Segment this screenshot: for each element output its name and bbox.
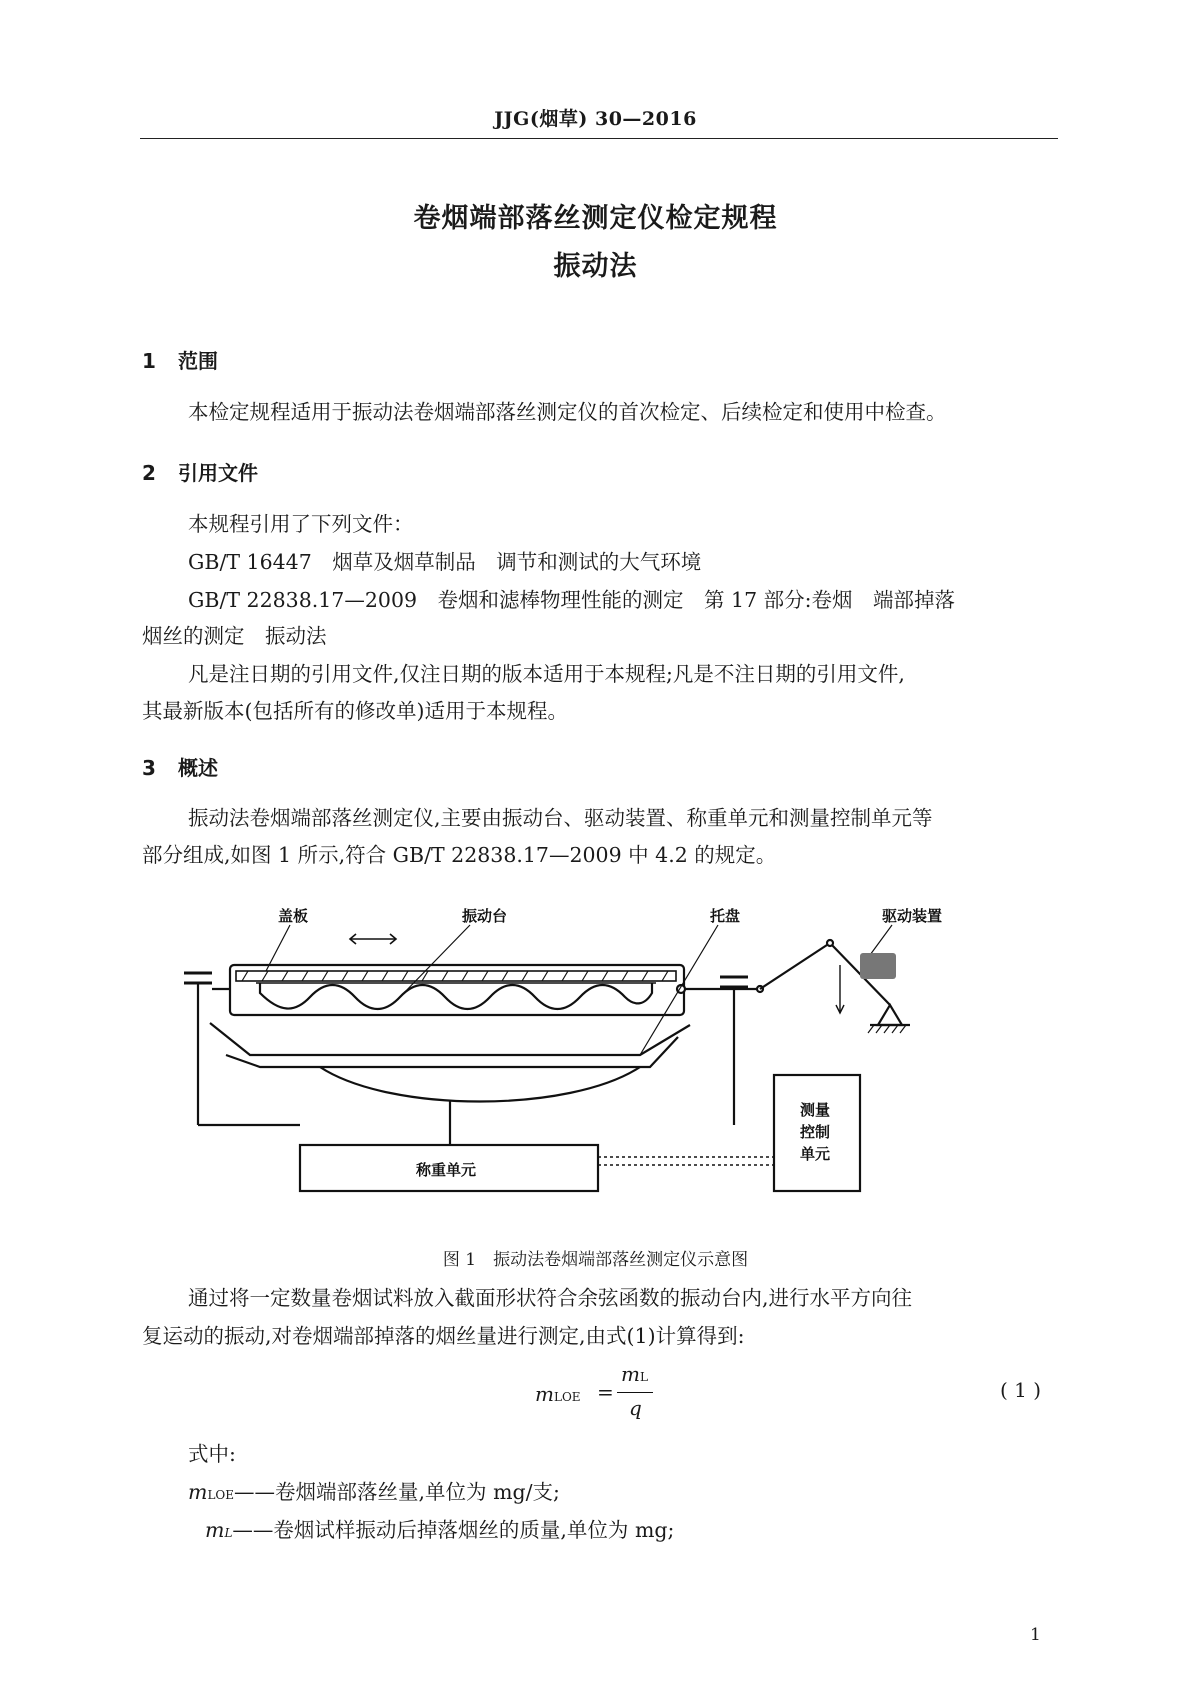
definition-item [205,1516,674,1547]
reference-item: GB/T 16447 烟草及烟草制品 调节和测试的大气环境 [188,550,702,574]
section-title: 概述 [178,756,218,780]
cover-plate-hatching [242,971,668,981]
method-paragraph-continued: 复运动的振动,对卷烟端部掉落的烟丝量进行测定,由式(1)计算得到: [142,1324,745,1348]
references-note-continued: 其最新版本(包括所有的修改单)适用于本规程。 [142,699,568,723]
references-intro: 本规程引用了下列文件： [188,512,414,536]
formula-denominator: q [629,1396,642,1420]
section-number: 1 [142,349,156,373]
label-weighing-unit: 称重单元 [416,1161,477,1179]
definition-symbol: m [188,1480,208,1504]
section-title: 引用文件 [178,461,258,485]
header-rule [140,138,1058,139]
section-2-heading [142,457,258,486]
figure-1-diagram [170,905,1030,1235]
cover-plate [236,971,676,981]
label-tray: 托盘 [710,907,741,925]
definition-text: ——卷烟试样振动后掉落烟丝的质量,单位为 mg; [232,1518,675,1542]
formula-number: ( 1 ) [1000,1378,1042,1402]
page-subtitle: 振动法 [553,251,638,282]
figure-caption: 图 1 振动法卷烟端部落丝测定仪示意图 [442,1250,749,1270]
section-1-paragraph: 本检定规程适用于振动法卷烟端部落丝测定仪的首次检定、后续检定和使用中检查。 [188,400,947,424]
label-cover: 盖板 [278,907,309,925]
section-3-heading [142,752,218,781]
reference-item-continued: 烟丝的测定 振动法 [142,624,327,648]
page-title: 卷烟端部落丝测定仪检定规程 [413,203,778,234]
definition-text: ——卷烟端部落丝量,单位为 mg/支; [234,1480,560,1504]
label-measure-3: 单元 [800,1145,831,1163]
cosine-trough [260,983,652,1009]
label-measure-2: 控制 [800,1123,831,1141]
formula-numerator: mL [621,1362,648,1386]
references-note: 凡是注日期的引用文件,仅注日期的版本适用于本规程;凡是不注日期的引用文件, [188,662,905,686]
formula-lhs: mLOE [535,1382,581,1406]
definition-subscript: L [224,1526,233,1540]
definition-symbol: m [205,1518,225,1542]
formula-1 [535,1362,665,1428]
section-number: 3 [142,756,156,780]
fraction-bar [617,1392,653,1393]
method-paragraph: 通过将一定数量卷烟试料放入截面形状符合余弦函数的振动台内,进行水平方向往 [188,1286,913,1310]
label-measure-1: 测量 [800,1101,831,1119]
section-number: 2 [142,461,156,485]
drive-device-block [860,953,896,979]
equals-sign: = [597,1380,614,1404]
definition-subscript: LOE [207,1488,235,1502]
where-label: 式中: [188,1442,236,1466]
collecting-tray [210,1023,690,1055]
overview-paragraph-continued: 部分组成,如图 1 所示,符合 GB/T 22838.17—2009 中 4.2 的规定。 [142,843,777,867]
label-table: 振动台 [462,907,508,925]
running-header: JJG(烟草) 30—2016 [494,108,697,130]
overview-paragraph: 振动法卷烟端部落丝测定仪,主要由振动台、驱动装置、称重单元和测量控制单元等 [188,806,933,830]
section-title: 范围 [178,349,218,373]
reference-item: GB/T 22838.17—2009 卷烟和滤棒物理性能的测定 第 17 部分:卷烟 端部掉落 [188,588,956,612]
page-number: 1 [1030,1625,1041,1645]
definition-item [188,1478,560,1509]
label-drive: 驱动装置 [882,907,943,925]
section-1-heading [142,345,218,374]
